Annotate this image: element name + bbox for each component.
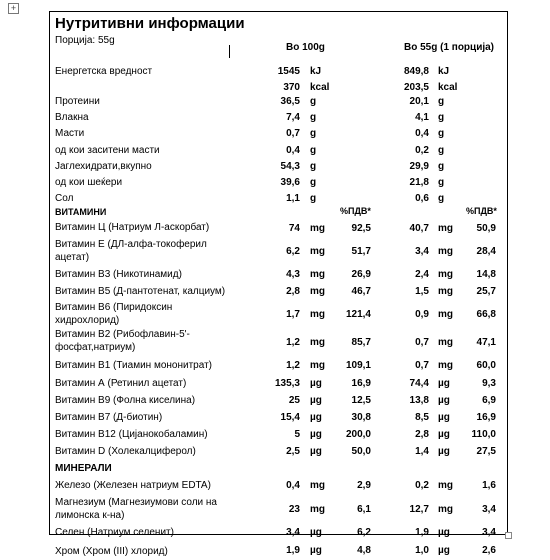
pdv-100g: 85,7	[351, 337, 371, 348]
value-100g: 39,6	[280, 177, 300, 188]
value-100g: 6,2	[286, 246, 300, 257]
pdv-55g: 3,4	[482, 504, 496, 515]
pdv-100g: 26,9	[351, 269, 371, 280]
pdv-100g: 50,0	[351, 446, 371, 457]
value-55g: 0,6	[415, 193, 429, 205]
value-100g: 4,3	[286, 269, 300, 280]
pdv-100g: 6,1	[357, 504, 371, 515]
value-100g: 5	[294, 429, 300, 440]
nutrient-label: Витамин В1 (Тиамин мононитрат)	[55, 360, 212, 371]
value-100g: 1,1	[286, 193, 300, 205]
pdv-55g: 60,0	[476, 360, 496, 371]
value-100g: 36,5	[280, 96, 300, 107]
value-55g: 1,4	[415, 446, 429, 457]
unit-100g: mg	[310, 309, 325, 320]
unit-55g: µg	[438, 446, 450, 457]
section-heading-vitamins: ВИТАМИНИ	[55, 207, 107, 217]
unit-55g: kcal	[438, 82, 458, 93]
value-100g: 0,4	[286, 480, 300, 491]
nutrient-label: Масти	[55, 128, 85, 140]
value-55g: 29,9	[409, 160, 429, 172]
unit-100g: g	[310, 128, 317, 140]
value-100g: 7,4	[286, 112, 300, 124]
energy-row	[0, 64, 550, 80]
value-55g: 2,8	[415, 429, 429, 440]
minerals-heading-row	[0, 462, 550, 476]
table-row	[0, 219, 550, 238]
unit-55g: mg	[438, 337, 453, 348]
unit-55g: g	[438, 193, 445, 205]
table-row	[0, 159, 550, 175]
unit-55g: mg	[438, 480, 453, 491]
unit-100g: µg	[310, 395, 322, 406]
unit-100g: µg	[310, 527, 322, 538]
unit-55g: g	[438, 128, 445, 140]
pdv-100g: 4,8	[357, 545, 371, 556]
pdv-55g: 110,0	[471, 429, 496, 440]
unit-55g: g	[438, 177, 445, 188]
table-row	[0, 426, 550, 443]
value-100g: 135,3	[274, 378, 300, 389]
pdv-55g: 3,4	[482, 527, 496, 538]
value-55g: 203,5	[403, 82, 429, 93]
table-row	[0, 126, 550, 142]
nutrient-label: Витамин В7 (Д-биотин)	[55, 412, 163, 423]
nutrient-label: Хром (Хром (III) хлорид)	[55, 546, 168, 557]
table-row	[0, 238, 550, 266]
nutrient-label: Јаглехидрати,вкупно	[55, 160, 152, 172]
unit-100g: µg	[310, 378, 322, 389]
unit-55g: mg	[438, 223, 453, 234]
nutrient-label: Витамин Ц (Натриум Л-аскорбат)	[55, 222, 210, 233]
value-100g: 25	[288, 395, 300, 406]
unit-100g: g	[310, 112, 317, 124]
unit-55g: µg	[438, 429, 450, 440]
unit-55g: µg	[438, 412, 450, 423]
unit-100g: mg	[310, 360, 325, 371]
value-100g: 15,4	[280, 412, 300, 423]
value-100g: 370	[283, 82, 300, 93]
pdv-55g: 6,9	[482, 395, 496, 406]
unit-55g: mg	[438, 360, 453, 371]
unit-100g: kJ	[310, 66, 322, 77]
nutrient-label: Селен (Натриум селенит)	[55, 527, 174, 538]
unit-100g: mg	[310, 504, 325, 515]
value-55g: 13,8	[409, 395, 429, 406]
page-title: Нутритивни информации	[55, 15, 245, 32]
pdv-100g: 46,7	[351, 286, 371, 297]
nutrient-label: од кои шеќери	[55, 177, 123, 188]
unit-100g: mg	[310, 337, 325, 348]
portion-size: Порција: 55g	[55, 35, 115, 46]
pdv-55g: 1,6	[482, 480, 496, 491]
unit-55g: g	[438, 96, 445, 107]
value-55g: 74,4	[409, 378, 429, 389]
column-header-100g: Во 100g	[286, 42, 325, 53]
value-55g: 4,1	[415, 112, 429, 124]
unit-100g: µg	[310, 412, 322, 423]
pdv-100g: 200,0	[345, 429, 371, 440]
pdv-100g: 121,4	[345, 309, 371, 320]
unit-55g: µg	[438, 545, 450, 556]
value-100g: 74	[288, 223, 300, 234]
value-100g: 1,2	[286, 360, 300, 371]
table-move-handle-icon[interactable]: +	[8, 3, 19, 14]
nutrient-label: Витамин В3 (Никотинамид)	[55, 269, 182, 280]
unit-55g: mg	[438, 504, 453, 515]
value-55g: 0,7	[415, 337, 429, 348]
unit-55g: mg	[438, 269, 453, 280]
unit-100g: g	[310, 160, 317, 172]
table-row	[0, 375, 550, 392]
unit-55g: g	[438, 144, 445, 156]
pdv-100g: 51,7	[351, 246, 371, 257]
nutrient-label: Витамин D (Холекалциферол)	[55, 446, 196, 457]
value-55g: 0,2	[415, 144, 429, 156]
value-100g: 0,4	[286, 144, 300, 156]
unit-100g: g	[310, 96, 317, 107]
unit-100g: g	[310, 144, 317, 156]
table-row	[0, 301, 550, 328]
pdv-55g: 47,1	[476, 337, 496, 348]
table-row	[0, 357, 550, 375]
value-55g: 0,9	[415, 309, 429, 320]
value-100g: 0,7	[286, 128, 300, 140]
pdv-55g: 27,5	[476, 446, 496, 457]
pdv-55g: 66,8	[476, 309, 496, 320]
value-55g: 849,8	[403, 66, 429, 77]
unit-55g: mg	[438, 246, 453, 257]
table-row	[0, 191, 550, 207]
unit-55g: mg	[438, 309, 453, 320]
value-55g: 20,1	[409, 96, 429, 107]
unit-100g: µg	[310, 545, 322, 556]
unit-55g: mg	[438, 286, 453, 297]
value-100g: 23	[288, 504, 300, 515]
unit-100g: mg	[310, 246, 325, 257]
pdv-header-55g: %ПДВ*	[466, 206, 497, 216]
value-55g: 3,4	[415, 246, 429, 257]
pdv-100g: 2,9	[357, 480, 371, 491]
unit-55g: g	[438, 160, 445, 172]
nutrient-label: Витамин В2 (Рибофлавин-5'-фосфат,натриум)	[55, 329, 190, 353]
vitamins-heading-row	[0, 206, 550, 218]
unit-100g: mg	[310, 269, 325, 280]
table-row	[0, 266, 550, 283]
nutrient-label: Витамин В9 (Фолна киселина)	[55, 395, 196, 406]
pdv-100g: 109,1	[345, 360, 371, 371]
value-55g: 0,2	[415, 480, 429, 491]
pdv-100g: 30,8	[351, 412, 371, 423]
unit-100g: g	[310, 177, 317, 188]
unit-100g: mg	[310, 223, 325, 234]
table-row	[0, 328, 550, 357]
nutrient-label: Протеини	[55, 96, 100, 107]
value-55g: 12,7	[409, 504, 429, 515]
pdv-55g: 16,9	[476, 412, 496, 423]
section-heading-minerals: МИНЕРАЛИ	[55, 463, 112, 474]
value-55g: 0,4	[415, 128, 429, 140]
nutrient-label: Влакна	[55, 112, 89, 124]
table-row	[0, 476, 550, 496]
nutrient-label: Витамин В5 (Д-пантотенат, калциум)	[55, 286, 226, 297]
value-55g: 8,5	[415, 412, 429, 423]
value-55g: 0,7	[415, 360, 429, 371]
value-100g: 54,3	[280, 160, 300, 172]
unit-100g: µg	[310, 429, 322, 440]
unit-55g: µg	[438, 395, 450, 406]
nutrient-label: Витамин В6 (Пиридоксин хидрохлорид)	[55, 302, 173, 326]
value-100g: 1,2	[286, 337, 300, 348]
unit-55g: µg	[438, 378, 450, 389]
value-100g: 2,8	[286, 286, 300, 297]
nutrient-label: Витамин Е (ДЛ-алфа-токоферил ацетат)	[55, 239, 207, 263]
pdv-100g: 92,5	[351, 223, 371, 234]
unit-100g: mg	[310, 286, 325, 297]
unit-55g: kJ	[438, 66, 450, 77]
unit-100g: g	[310, 193, 317, 205]
table-row	[0, 496, 550, 523]
table-row	[0, 542, 550, 560]
value-55g: 40,7	[409, 223, 429, 234]
value-100g: 3,4	[286, 527, 300, 538]
nutrient-label: Витамин В12 (Цијанокобаламин)	[55, 429, 208, 440]
nutrient-label: Магнезиум (Магнезиумови соли на лимонска к-на)	[55, 497, 217, 521]
value-55g: 1,5	[415, 286, 429, 297]
table-row	[0, 175, 550, 191]
pdv-55g: 28,4	[476, 246, 496, 257]
pdv-55g: 50,9	[476, 223, 496, 234]
unit-100g: kcal	[310, 82, 330, 93]
column-divider	[229, 45, 230, 58]
value-100g: 1545	[277, 66, 300, 77]
nutrient-label: Витамин А (Ретинил ацетат)	[55, 378, 187, 389]
unit-100g: mg	[310, 480, 325, 491]
nutrient-label: од кои заситени масти	[55, 144, 160, 156]
unit-55g: µg	[438, 527, 450, 538]
pdv-100g: 12,5	[351, 395, 371, 406]
value-55g: 21,8	[409, 177, 429, 188]
pdv-100g: 16,9	[351, 378, 371, 389]
table-row	[0, 110, 550, 126]
pdv-55g: 14,8	[476, 269, 496, 280]
table-row	[0, 409, 550, 426]
table-row	[0, 283, 550, 301]
unit-55g: g	[438, 112, 445, 124]
column-header-55g: Во 55g (1 порција)	[404, 42, 495, 53]
table-row	[0, 143, 550, 159]
pdv-55g: 2,6	[482, 545, 496, 556]
unit-100g: µg	[310, 446, 322, 457]
table-row	[0, 94, 550, 110]
pdv-55g: 25,7	[476, 286, 496, 297]
value-100g: 1,7	[286, 309, 300, 320]
value-55g: 2,4	[415, 269, 429, 280]
pdv-55g: 9,3	[482, 378, 496, 389]
pdv-header-100g: %ПДВ*	[340, 206, 371, 216]
value-100g: 2,5	[286, 446, 300, 457]
table-row	[0, 523, 550, 542]
nutrient-label: Сол	[55, 193, 74, 205]
value-100g: 1,9	[286, 545, 300, 556]
table-row	[0, 392, 550, 409]
nutrient-label: Енергетска вредност	[55, 66, 153, 77]
table-row	[0, 443, 550, 461]
pdv-100g: 6,2	[357, 527, 371, 538]
value-55g: 1,9	[415, 527, 429, 538]
nutrient-label: Железо (Железен натриум EDTA)	[55, 480, 211, 491]
value-55g: 1,0	[415, 545, 429, 556]
